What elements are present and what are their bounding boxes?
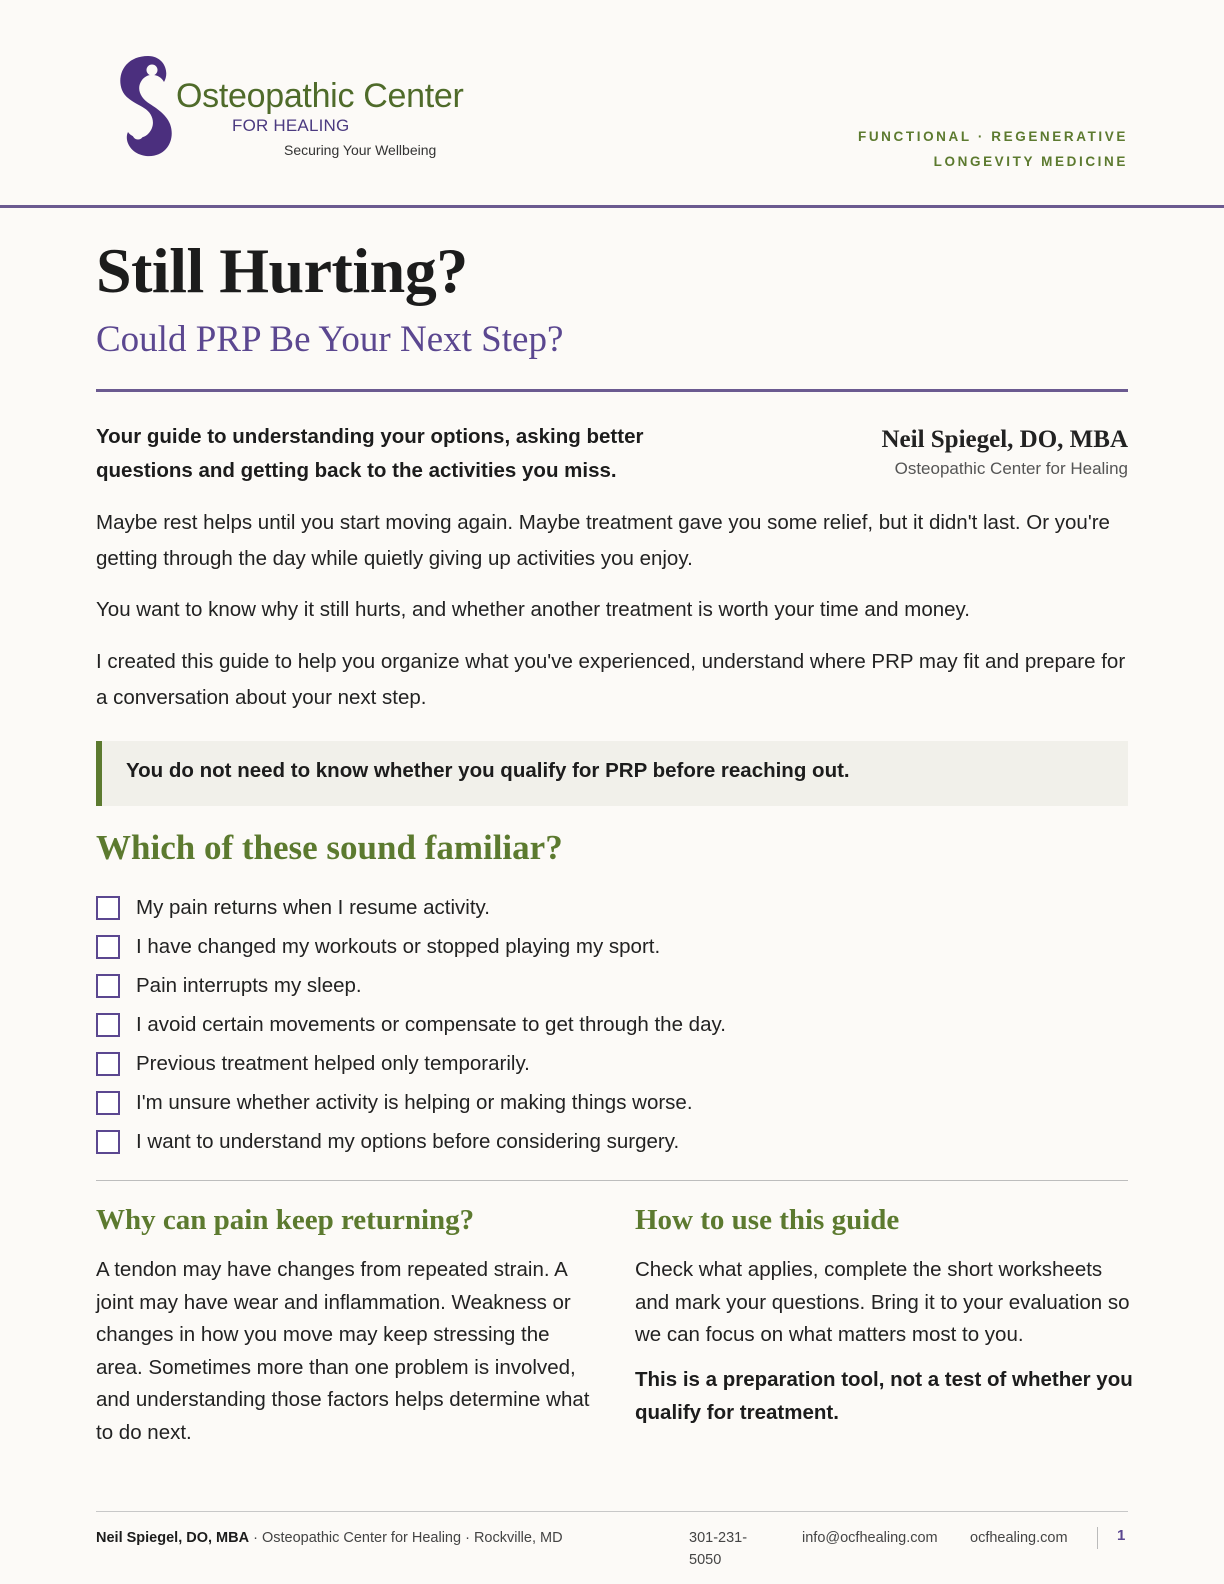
specialty-line-2: LONGEVITY MEDICINE [933,154,1128,169]
body-paragraph-2: You want to know why it still hurts, and whether another treatment is worth your time and money. [96,598,970,621]
specialty-tagline [858,124,1128,174]
footer-name: Neil Spiegel, DO, MBA [96,1530,250,1546]
footer-details: · Osteopathic Center for Healing · Rockville, MD [249,1530,563,1546]
title-divider [96,389,1128,392]
checklist-item [96,888,1128,927]
how-heading: How to use this guide [635,1204,900,1236]
page-subtitle: Could PRP Be Your Next Step? [96,319,564,360]
checklist-item [96,1083,1128,1122]
why-heading: Why can pain keep returning? [96,1204,475,1236]
footer-email[interactable]: info@ocfhealing.com [802,1530,938,1546]
footer-contact [96,1527,563,1549]
logo-sub: FOR HEALING [232,116,350,135]
callout-box [96,741,1128,806]
symptom-checklist [96,888,1128,1161]
callout-text: You do not need to know whether you qualify for PRP before reaching out. [126,759,850,782]
page-number: 1 [1117,1527,1126,1544]
checklist-item-label: I have changed my workouts or stopped playing my sport. [136,934,661,958]
checklist-heading: Which of these sound familiar? [96,828,563,867]
footer-phone-line-1: 301-231- [689,1530,748,1546]
checklist-item-label: I avoid certain movements or compensate to get through the day. [136,1012,726,1036]
why-text: A tendon may have changes from repeated strain. A joint may have wear and inflammation. Weakness or changes in how you move may keep stressing the area. Sometimes more than one problem is involved, and understanding those factors helps determine what to do next. [96,1258,590,1444]
checkbox[interactable] [96,974,120,998]
footer-separator [1097,1527,1098,1549]
checklist-item [96,1005,1128,1044]
specialty-line-1: FUNCTIONAL · REGENERATIVE [857,129,1128,144]
logo-name: Osteopathic Center [176,77,464,115]
checkbox[interactable] [96,896,120,920]
checklist-item [96,966,1128,1005]
logo-mark-icon [114,52,178,160]
how-note: This is a preparation tool, not a test of whether you qualify for treatment. [635,1368,1133,1424]
checklist-item-label: Previous treatment helped only temporarily. [136,1051,530,1075]
checklist-item-label: Pain interrupts my sleep. [136,973,362,997]
intro-text: Your guide to understanding your options, asking better questions and getting back to the activities you miss. [96,425,644,482]
checkbox[interactable] [96,1130,120,1154]
clinic-logo [112,52,492,167]
checkbox[interactable] [96,935,120,959]
checkbox[interactable] [96,1052,120,1076]
body-paragraph-3: I created this guide to help you organize what you've experienced, understand where PRP may fit and prepare for a conversation about your next step. [96,650,1126,709]
body-paragraph-1: Maybe rest helps until you start moving again. Maybe treatment gave you some relief, but it didn't last. Or you're getting through the day while quietly giving up activities you enjoy. [96,511,1110,570]
checklist-item-label: My pain returns when I resume activity. [136,895,490,919]
author-block [881,426,1128,479]
author-org: Osteopathic Center for Healing [894,459,1128,478]
logo-tagline: Securing Your Wellbeing [284,142,437,158]
footer-divider [96,1511,1128,1512]
checkbox[interactable] [96,1091,120,1115]
checklist-item [96,1122,1128,1161]
author-name: Neil Spiegel, DO, MBA [881,426,1128,453]
checkbox[interactable] [96,1013,120,1037]
page-header [0,0,1224,208]
checklist-item-label: I'm unsure whether activity is helping or making things worse. [136,1090,693,1114]
how-text: Check what applies, complete the short worksheets and mark your questions. Bring it to your evaluation so we can focus on what matters most to you. [635,1258,1130,1346]
page-title: Still Hurting? [96,235,468,306]
footer-website[interactable]: ocfhealing.com [970,1530,1068,1546]
checklist-item [96,927,1128,966]
checklist-item [96,1044,1128,1083]
footer-phone-line-2: 5050 [689,1552,722,1568]
footer-phone [689,1527,747,1571]
section-divider [96,1180,1128,1181]
checklist-item-label: I want to understand my options before considering surgery. [136,1129,680,1153]
